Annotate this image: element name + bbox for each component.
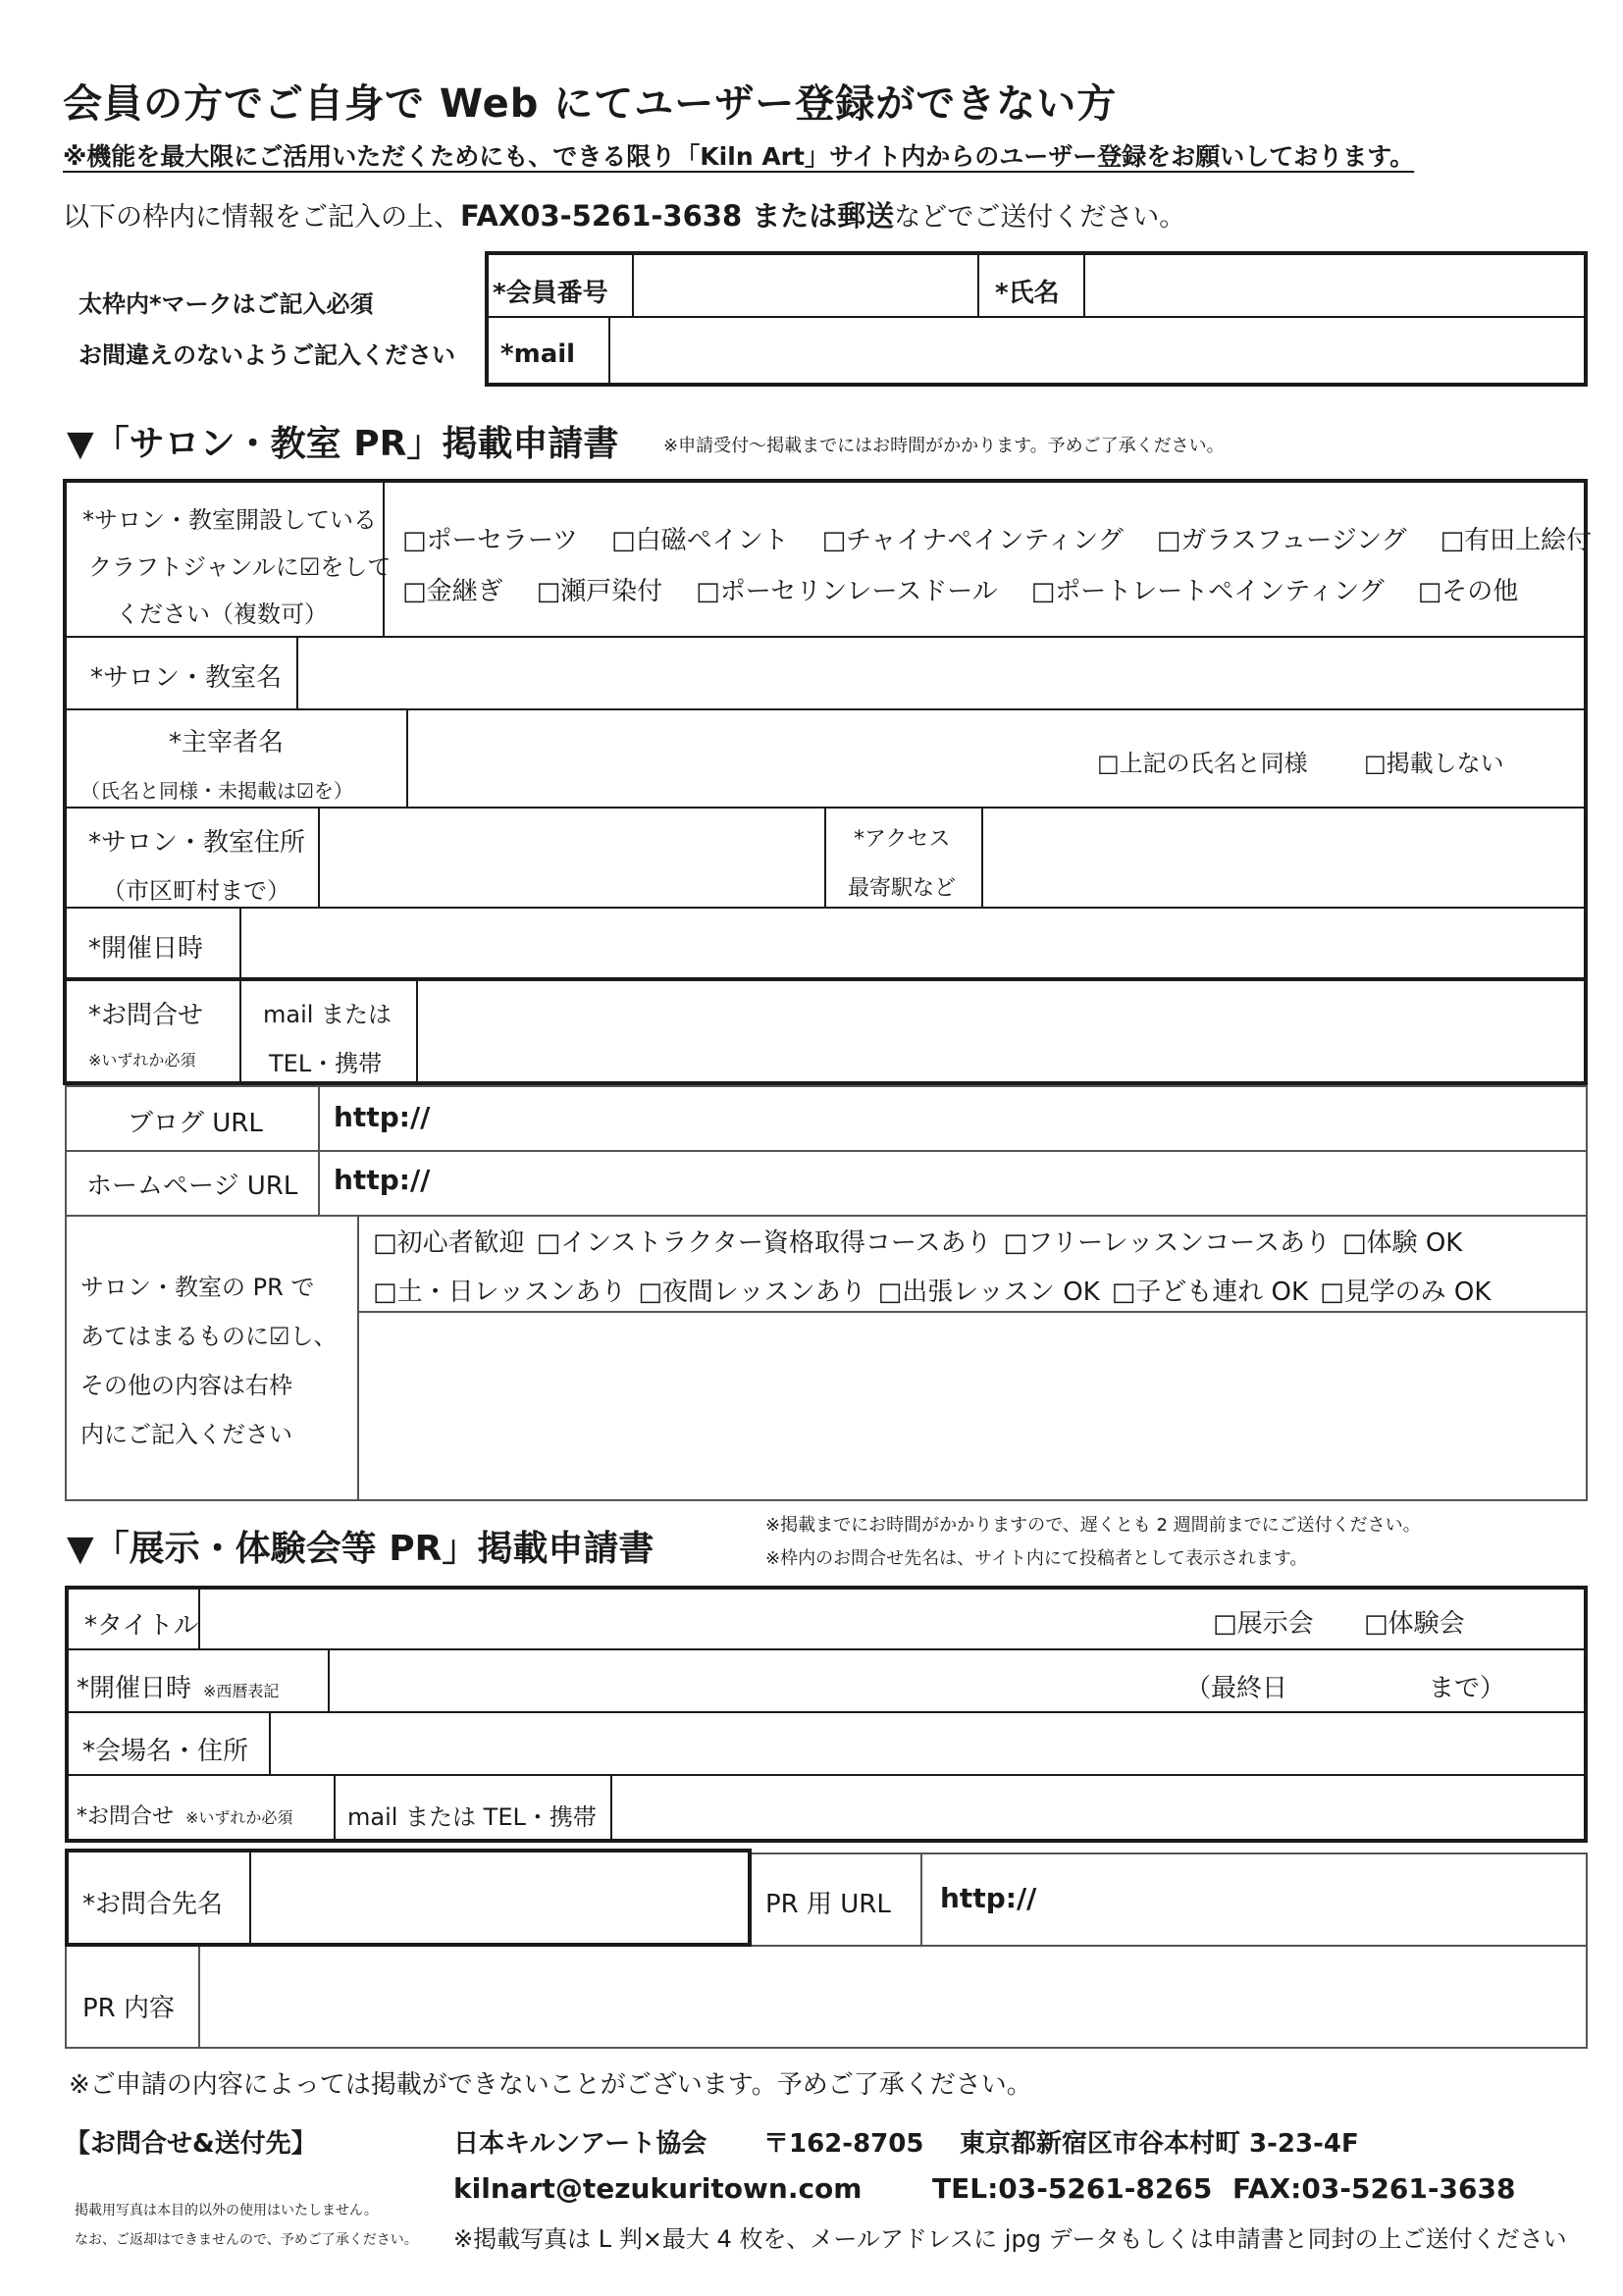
blog-url-input[interactable]: http://	[334, 1101, 431, 1133]
event-pr-url-label: PR 用 URL	[765, 1890, 891, 1919]
access-label: *アクセス	[854, 827, 951, 852]
event-venue-label: *会場名・住所	[82, 1737, 249, 1766]
homepage-url-label: ホームページ URL	[86, 1172, 298, 1201]
contact-heading: 【お問合せ&送付先】	[65, 2129, 317, 2159]
pr-beginner[interactable]: □初心者歓迎	[373, 1228, 525, 1258]
member-number-input[interactable]	[636, 257, 973, 314]
member-number-label: *会員番号	[493, 279, 608, 308]
event-pr-content-label: PR 内容	[82, 1994, 176, 2023]
event-experience-checkbox[interactable]: □体験会	[1364, 1609, 1465, 1639]
salon-pr-checkboxes-row2[interactable]	[373, 1272, 1491, 1308]
genre-portrait[interactable]: □ポートレートペインティング	[1030, 577, 1385, 606]
mail-label: *mail	[500, 339, 576, 369]
instruction-post: などでご送付ください。	[894, 202, 1186, 233]
event-title-label: *タイトル	[84, 1611, 199, 1641]
instruction-fax: FAX03-5261-3638 または郵送	[460, 199, 895, 233]
salon-pr-free-input[interactable]	[361, 1315, 1584, 1497]
pr-outreach[interactable]: □出張レッスン OK	[877, 1278, 1100, 1307]
event-contact-sub: mail または TEL・携帯	[347, 1803, 597, 1831]
genre-label-line2: クラフトジャンルに☑をして	[88, 553, 392, 581]
address-label: *サロン・教室住所	[88, 828, 306, 858]
salon-contact-input[interactable]	[420, 983, 1582, 1081]
address-note: （市区町村まで）	[102, 877, 290, 905]
event-contact-input[interactable]	[614, 1778, 1582, 1839]
pr-night[interactable]: □夜間レッスンあり	[638, 1278, 866, 1307]
instruction-line	[63, 194, 1185, 235]
event-contact-name-input[interactable]	[253, 1852, 748, 1943]
genre-checkboxes-row2[interactable]	[402, 571, 1551, 607]
salon-pr-checkboxes-row1[interactable]	[373, 1223, 1462, 1259]
genre-seto[interactable]: □瀬戸染付	[536, 577, 663, 606]
name-input[interactable]	[1087, 257, 1584, 314]
name-label: *氏名	[995, 279, 1060, 308]
genre-label-line3: ください（複数可）	[116, 600, 328, 628]
org-address: 東京都新宿区市谷本村町 3-23-4F	[960, 2129, 1359, 2159]
page-title: 会員の方でご自身で Web にてユーザー登録ができない方	[63, 81, 1118, 127]
org-name: 日本キルンアート協会	[453, 2129, 707, 2159]
event-exhibition-checkbox[interactable]: □展示会	[1213, 1609, 1314, 1639]
event-dates-input[interactable]	[332, 1652, 1176, 1709]
event-contact-note: ※いずれか必須	[185, 1808, 293, 1827]
photo-note-line2: なお、ご返却はできませんので、予めご了承ください。	[75, 2232, 418, 2248]
registration-notice: ※機能を最大限にご活用いただくためにも、できる限り「Kiln Art」サイト内からのユーザー登録をお願いしております。	[63, 142, 1415, 171]
contact-fax: FAX:03-5261-3638	[1232, 2172, 1516, 2205]
host-label: *主宰者名	[169, 728, 285, 757]
genre-arita[interactable]: □有田上絵付	[1440, 526, 1593, 555]
event-last-day-input[interactable]	[1295, 1652, 1423, 1709]
event-note2: ※枠内のお問合せ先名は、サイト内にて投稿者として表示されます。	[765, 1548, 1308, 1569]
blog-url-label: ブログ URL	[128, 1109, 263, 1138]
event-contact-label	[77, 1800, 292, 1830]
event-until-label: まで）	[1429, 1674, 1506, 1703]
salon-contact-label: *お問合せ	[88, 1001, 204, 1030]
event-venue-input[interactable]	[273, 1715, 1582, 1772]
event-dates-label-text: *開催日時	[77, 1674, 192, 1703]
pr-weekend[interactable]: □土・日レッスンあり	[373, 1278, 627, 1307]
salon-pr-note: ※申請受付～掲載までにはお時間がかかります。予めご了承ください。	[663, 436, 1225, 456]
salon-name-label: *サロン・教室名	[90, 663, 283, 693]
contact-tel: TEL:03-5261-8265	[932, 2172, 1213, 2205]
contact-email[interactable]: kilnart@tezukuritown.com	[453, 2172, 863, 2205]
genre-kintsugi[interactable]: □金継ぎ	[402, 577, 503, 606]
genre-checkboxes-row1[interactable]	[402, 520, 1623, 556]
event-note1: ※掲載までにお時間がかかりますので、遅くとも 2 週間前までにご送付ください。	[765, 1515, 1421, 1536]
event-title-input[interactable]	[202, 1590, 1183, 1646]
salon-contact-sub2: TEL・携帯	[269, 1050, 383, 1077]
host-unlisted-checkbox[interactable]: □掲載しない	[1364, 750, 1504, 777]
access-input[interactable]	[985, 810, 1582, 905]
genre-glass-fusing[interactable]: □ガラスフュージング	[1156, 526, 1407, 555]
required-note: 太枠内*マークはご記入必須	[79, 290, 374, 318]
host-input[interactable]	[410, 712, 1077, 805]
salon-dates-input[interactable]	[243, 911, 1582, 975]
event-dates-label	[77, 1668, 279, 1704]
homepage-url-input[interactable]: http://	[334, 1164, 431, 1196]
salon-dates-label: *開催日時	[88, 934, 204, 964]
event-pr-heading: ▼「展示・体験会等 PR」掲載申請書	[67, 1529, 654, 1569]
access-note: 最寄駅など	[848, 876, 957, 901]
salon-contact-sub1: mail または	[263, 1001, 393, 1028]
accuracy-note: お間違えのないようご記入ください	[79, 341, 455, 369]
postal-code: 〒162-8705	[763, 2129, 924, 2159]
genre-label-line1: *サロン・教室開設している	[82, 506, 377, 534]
photo-instruction: ※掲載写真は L 判×最大 4 枚を、メールアドレスに jpg データもしくは申請書と同封の上ご送付ください	[453, 2225, 1567, 2253]
salon-pr-label-line4: 内にご記入ください	[80, 1421, 292, 1448]
genre-lace-doll[interactable]: □ポーセリンレースドール	[696, 577, 998, 606]
event-contact-name-label: *お問合先名	[82, 1890, 224, 1919]
pr-trial[interactable]: □体験 OK	[1342, 1228, 1463, 1258]
pr-instructor-course[interactable]: □インストラクター資格取得コースあり	[536, 1228, 992, 1258]
genre-other[interactable]: □その他	[1417, 577, 1519, 606]
photo-note-line1: 掲載用写真は本目的以外の使用はいたしません。	[75, 2203, 378, 2218]
salon-contact-note: ※いずれか必須	[88, 1051, 196, 1070]
host-note: （氏名と同様・未掲載は☑を）	[80, 779, 353, 803]
event-last-day-label: （最終日	[1185, 1674, 1288, 1703]
event-dates-note: ※西暦表記	[203, 1682, 280, 1700]
pr-observe[interactable]: □見学のみ OK	[1320, 1278, 1492, 1307]
event-pr-url-input[interactable]: http://	[940, 1882, 1037, 1914]
genre-white-porcelain[interactable]: □白磁ペイント	[611, 526, 789, 555]
genre-china-painting[interactable]: □チャイナペインティング	[821, 526, 1124, 555]
salon-pr-label-line2: あてはまるものに☑し、	[80, 1323, 338, 1350]
salon-name-input[interactable]	[300, 640, 1582, 706]
address-input[interactable]	[322, 810, 820, 905]
mail-input[interactable]	[612, 320, 1584, 383]
genre-porcelarts[interactable]: □ポーセラーツ	[402, 526, 579, 555]
event-pr-content-input[interactable]	[202, 1949, 1584, 2045]
salon-pr-label-line3: その他の内容は右枠	[80, 1372, 292, 1399]
event-contact-label-text: *お問合せ	[77, 1804, 175, 1829]
salon-pr-label-line1: サロン・教室の PR で	[80, 1274, 315, 1301]
salon-pr-heading: ▼「サロン・教室 PR」掲載申請書	[67, 424, 619, 464]
pr-free-lesson[interactable]: □フリーレッスンコースあり	[1003, 1228, 1331, 1258]
pr-children[interactable]: □子ども連れ OK	[1111, 1278, 1309, 1307]
instruction-pre: 以下の枠内に情報をご記入の上、	[63, 202, 460, 233]
application-caution: ※ご申請の内容によっては掲載ができないことがございます。予めご了承ください。	[69, 2070, 1032, 2100]
host-same-checkbox[interactable]: □上記の氏名と同様	[1097, 750, 1308, 777]
